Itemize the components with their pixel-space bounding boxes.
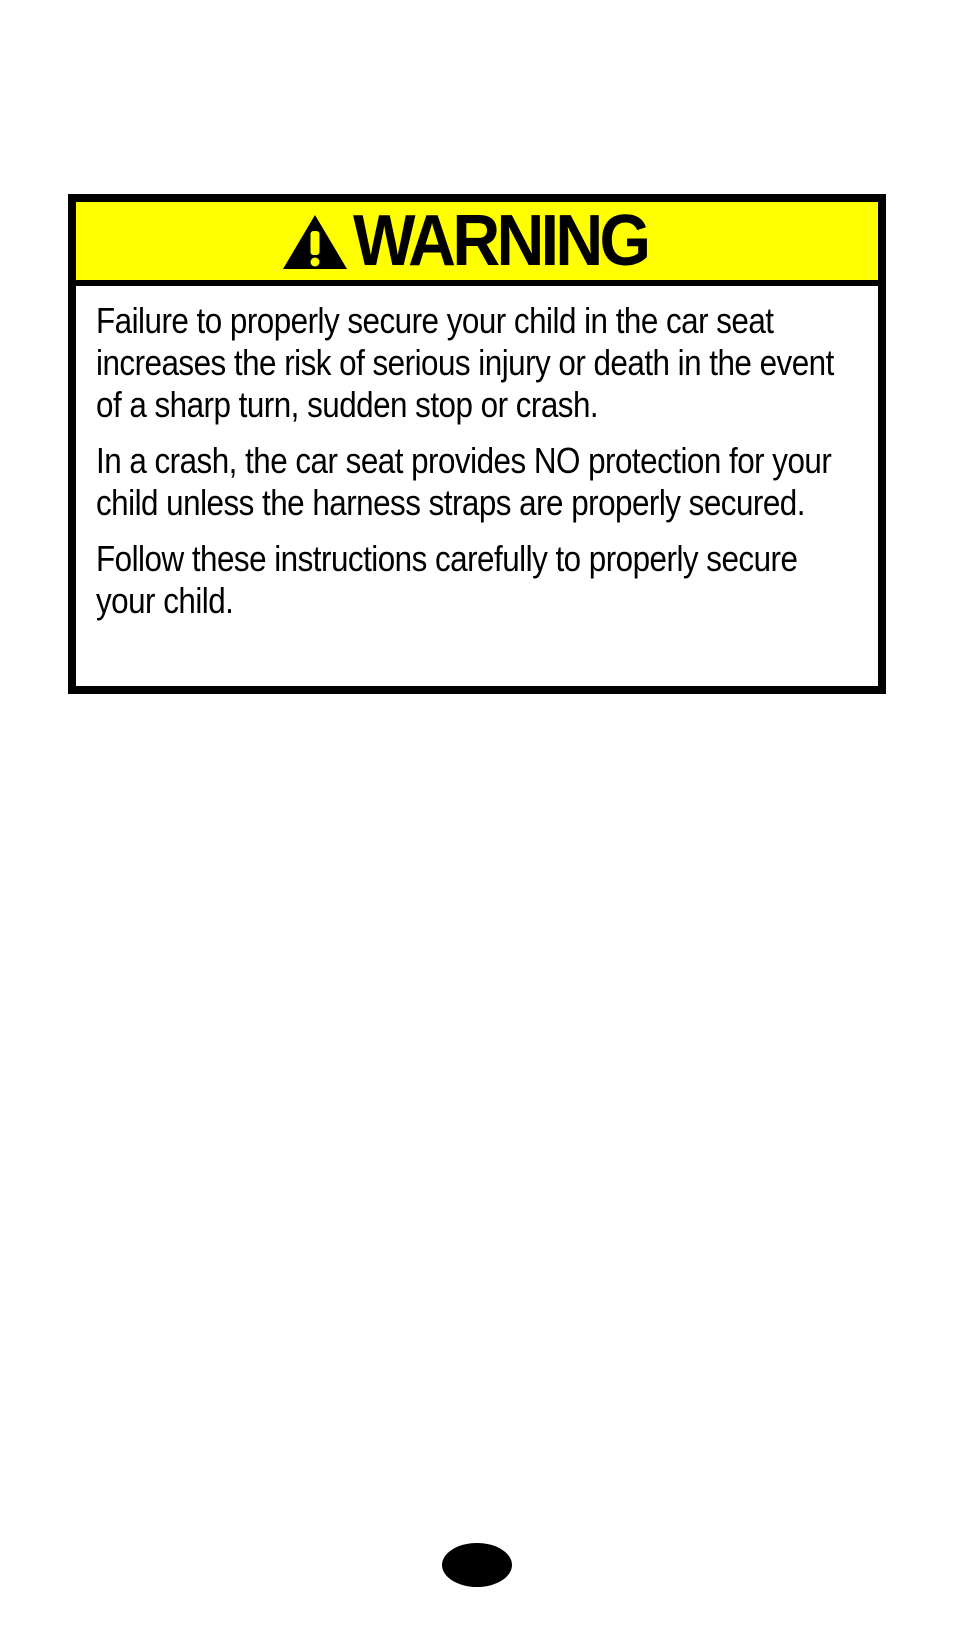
warning-paragraph-1: Failure to properly secure your child in the car seat increases the risk of serious injury or death in the event of a sharp turn, sudden stop or crash.	[96, 300, 834, 425]
warning-title: WARNING	[353, 201, 648, 281]
warning-paragraph-2: In a crash, the car seat provides NO protection for your child unless the harness straps are properly secured.	[96, 440, 832, 523]
warning-body	[76, 286, 878, 622]
warning-paragraph-3: Follow these instructions carefully to properly secure your child.	[96, 538, 798, 621]
page-marker-oval	[442, 1543, 512, 1587]
warning-triangle-icon	[281, 213, 349, 271]
warning-box	[68, 194, 886, 694]
warning-header	[76, 202, 878, 286]
